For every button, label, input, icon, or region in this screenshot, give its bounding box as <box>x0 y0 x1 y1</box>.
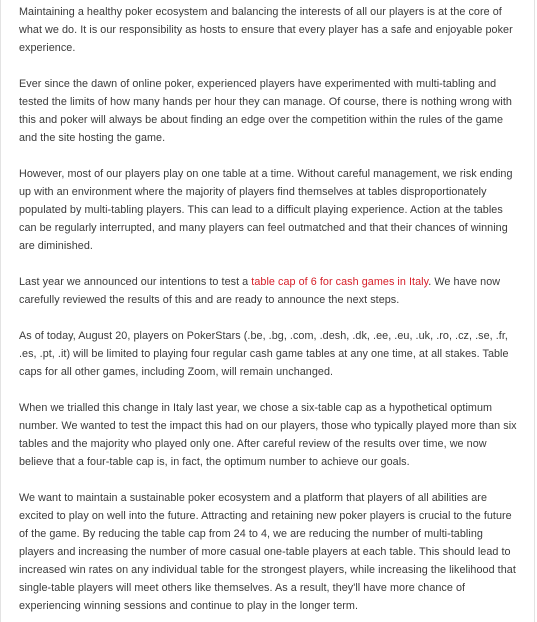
italy-test-text-before: Last year we announced our intentions to test a <box>19 276 252 288</box>
paragraph-intro: Maintaining a healthy poker ecosystem and balancing the interests of all our players is at the core of what we do. It is our responsibility as hosts to ensure that every player has a safe and enjoyable poker experience. <box>19 6 513 54</box>
paragraph-ecosystem-goals: We want to maintain a sustainable poker ecosystem and a platform that players of all abilities are excited to play on well into the future. Attracting and retaining new poker players is crucial to the future of the game. By reducing the table cap from 24 to 4, we are reducing the number of multi-tabling players and increasing the number of more casual one-table players at each table. This should lead to increased win rates on any individual table for the strongest players, while increasing the likelihood that single-table players will meet others like themselves. As a result, they'll have more chance of experiencing winning sessions and continue to play in the longer term. <box>19 492 516 612</box>
paragraph-trial-results: When we trialled this change in Italy last year, we chose a six-table cap as a hypothetical optimum number. We wanted to test the impact this had on our players, those who typically played more than six tables and the majority who played only one. After careful review of the results over time, we now believe that a four-table cap is, in fact, the optimum number to achieve our goals. <box>19 402 517 468</box>
table-cap-italy-link[interactable]: table cap of 6 for cash games in Italy <box>251 276 429 288</box>
paragraph-italy-test <box>19 273 520 309</box>
paragraph-one-table-players: However, most of our players play on one table at a time. Without careful management, we risk ending up with an environment where the majority of players find themselves at tables disproportionately populated by multi-tabling players. This can lead to a difficult playing experience. Action at the tables can be regularly interrupted, and many players can feel outmatched and that their chances of winning are diminished. <box>19 168 513 252</box>
paragraph-multi-tabling-history: Ever since the dawn of online poker, experienced players have experimented with multi-tabling and tested the limits of how many hands per hour they can manage. Of course, there is nothing wrong with this and poker will always be about finding an edge over the competition within the rules of the game and the site hosting the game. <box>19 78 512 144</box>
paragraph-announcement: As of today, August 20, players on PokerStars (.be, .bg, .com, .desh, .dk, .ee, .eu, .uk, .ro, .cz, .se, .fr, .es, .pt, .it) will be limited to playing four regular cash game tables at any one time, at all stakes. Table caps for all other games, including Zoom, will remain unchanged. <box>19 330 509 378</box>
article-body <box>1 0 534 615</box>
italy-test-text-after: . We have now carefully reviewed the results of this and are ready to announce the next steps. <box>19 276 501 306</box>
